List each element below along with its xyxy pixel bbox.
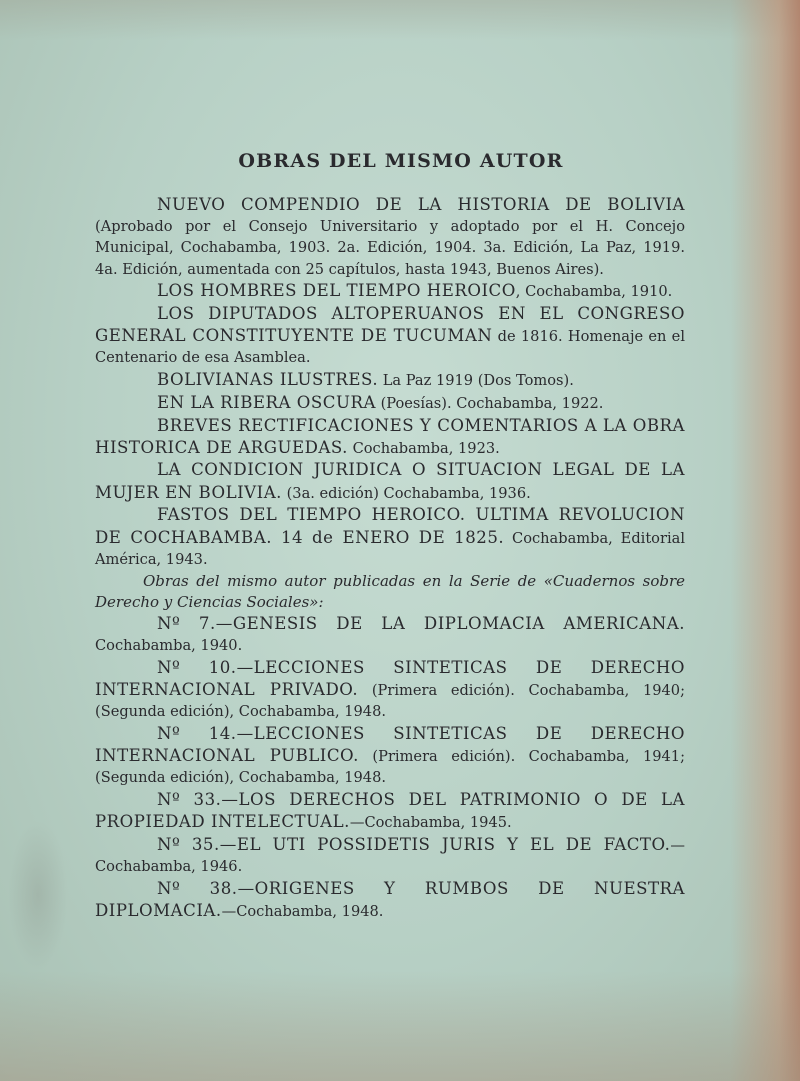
work-entry	[95, 280, 685, 302]
work-details: (Aprobado por el Consejo Universitario y adoptado por el H. Concejo Municipal, Cochabamba, 1903. 2a. Edición, 1904. 3a. Edición, La Paz, 1919. 4a. Edición, aumentada con 25 capítulos, hasta 1943, Buenos Aires).	[95, 218, 685, 278]
page-title: OBRAS DEL MISMO AUTOR	[238, 150, 564, 172]
work-title: LOS HOMBRES DEL TIEMPO HEROICO	[157, 281, 516, 301]
series-details: Cochabamba, 1940.	[95, 637, 243, 655]
series-title: Nº 7.—GENESIS DE LA DIPLOMACIA AMERICANA.	[157, 613, 685, 633]
series-title: Nº 10.—LECCIONES SINTETICAS DE DERECHO INTERNACIONAL PRIVADO.	[95, 657, 685, 700]
work-title: NUEVO COMPENDIO DE LA HISTORIA DE BOLIVIA	[157, 195, 685, 214]
paper-edge-top	[0, 0, 800, 40]
work-details: de 1816. Homenaje en el Centenario de esa Asamblea.	[95, 328, 685, 367]
series-entry	[95, 789, 685, 833]
series-details: (Primera edición). Cochabamba, 1940; (Segunda edición), Cochabamba, 1948.	[95, 682, 686, 721]
work-entry	[95, 392, 685, 414]
work-title: BOLIVIANAS ILUSTRES.	[157, 370, 379, 390]
work-title: EN LA RIBERA OSCURA	[157, 392, 376, 412]
work-title: BREVES RECTIFICACIONES Y COMENTARIOS A LA OBRA HISTORICA DE ARGUEDAS.	[95, 415, 685, 457]
series-entry	[95, 834, 685, 877]
work-details: (Poesías). Cochabamba, 1922.	[375, 394, 604, 412]
series-details: (Primera edición). Cochabamba, 1941; (Segunda edición), Cochabamba, 1948.	[95, 748, 685, 787]
paper-stain	[8, 820, 68, 970]
work-entry	[95, 369, 685, 391]
works-list	[95, 194, 685, 570]
series-entry	[95, 878, 685, 922]
series-entry	[95, 723, 685, 789]
series-details: —Cochabamba, 1946.	[95, 836, 685, 876]
work-details: La Paz 1919 (Dos Tomos).	[378, 372, 574, 390]
work-details: , Cochabamba, 1910.	[515, 283, 673, 301]
work-title: FASTOS DEL TIEMPO HEROICO. ULTIMA REVOLUCION DE COCHABAMBA. 14 de ENERO DE 1825.	[95, 505, 685, 547]
series-title: Nº 38.—ORIGENES Y RUMBOS DE NUESTRA DIPLOMACIA.	[95, 878, 685, 921]
series-details: —Cochabamba, 1948.	[221, 903, 384, 921]
work-entry	[95, 415, 685, 459]
work-title: LOS DIPUTADOS ALTOPERUANOS EN EL CONGRESO GENERAL CONSTITUYENTE DE TUCUMAN	[95, 304, 685, 346]
series-title: Nº 14.—LECCIONES SINTETICAS DE DERECHO INTERNACIONAL PUBLICO.	[95, 723, 685, 766]
work-entry	[95, 459, 685, 503]
work-entry	[95, 303, 685, 369]
paper-edge-right	[730, 0, 800, 1081]
series-title: Nº 35.—EL UTI POSSIDETIS JURIS Y EL DE FACTO.	[157, 834, 671, 854]
series-note: Obras del mismo autor publicadas en la Serie de «Cuadernos sobre Derecho y Ciencias Sociales»:	[95, 571, 685, 611]
work-entry	[95, 194, 685, 280]
series-entry	[95, 613, 685, 656]
series-entry	[95, 657, 685, 723]
work-details: (3a. edición) Cochabamba, 1936.	[281, 484, 531, 502]
series-title: Nº 33.—LOS DERECHOS DEL PATRIMONIO O DE LA PROPIEDAD INTELECTUAL.	[95, 790, 685, 832]
page-content	[95, 150, 685, 922]
work-details: Cochabamba, 1923.	[347, 439, 500, 457]
work-details: Cochabamba, Editorial América, 1943.	[95, 529, 685, 568]
work-entry	[95, 504, 685, 570]
series-list	[95, 613, 685, 922]
work-title: LA CONDICION JURIDICA O SITUACION LEGAL DE LA MUJER EN BOLIVIA.	[95, 460, 685, 502]
series-details: —Cochabamba, 1945.	[349, 814, 512, 832]
paper-edge-bottom	[0, 971, 800, 1081]
